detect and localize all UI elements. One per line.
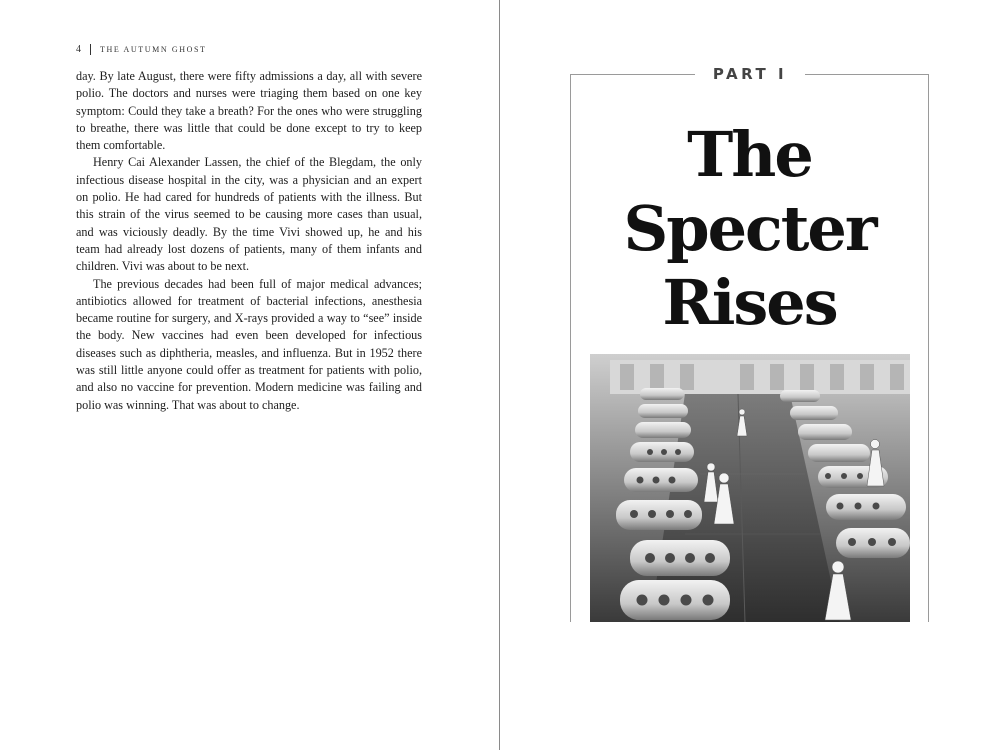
- paragraph: day. By late August, there were fifty admissions a day, all with severe polio. The doctors and nurses were triaging them based on one key symptom: Could they take a breath? For the ones who were struggling to breathe, there was little that could be done except to try to keep them comfortable.: [76, 69, 422, 153]
- paragraph: Henry Cai Alexander Lassen, the chief of the Blegdam, the only infectious disease hospital in the city, was a physician and an expert on polio. He had cared for hundreds of patients with the illness. But this strain of the virus seemed to be causing more cases than usual, and was viciously deadly. By the time Vivi showed up, he and his team had already lost dozens of patients, many of them infants and children. Vivi was about to be next.: [76, 155, 422, 274]
- left-page: [0, 0, 499, 750]
- running-head: [76, 44, 207, 55]
- body-text: [76, 68, 422, 414]
- part-label: PART I: [695, 64, 805, 84]
- book-title: THE AUTUMN GHOST: [100, 45, 207, 54]
- paragraph: The previous decades had been full of major medical advances; antibiotics allowed for treatment of bacterial infections, anesthesia became routine for surgery, and X-rays provided a way to “see” inside the body. New vaccines had even been developed for infectious diseases such as diphtheria, measles, and influenza. But in 1952 there was still little anyone could offer as treatment for patients with polio, and also no vaccine for prevention. Modern medicine was failing and polio was winning. That was about to change.: [76, 276, 422, 412]
- running-head-divider: [90, 44, 91, 55]
- page-number: 4: [76, 44, 81, 55]
- part-title-line: The: [687, 118, 812, 191]
- part-title: [570, 118, 929, 340]
- part-title-line: Rises: [662, 266, 837, 339]
- right-page: [500, 0, 1000, 750]
- iron-lung-ward-photo: [590, 354, 910, 622]
- part-title-line: Specter: [623, 192, 876, 265]
